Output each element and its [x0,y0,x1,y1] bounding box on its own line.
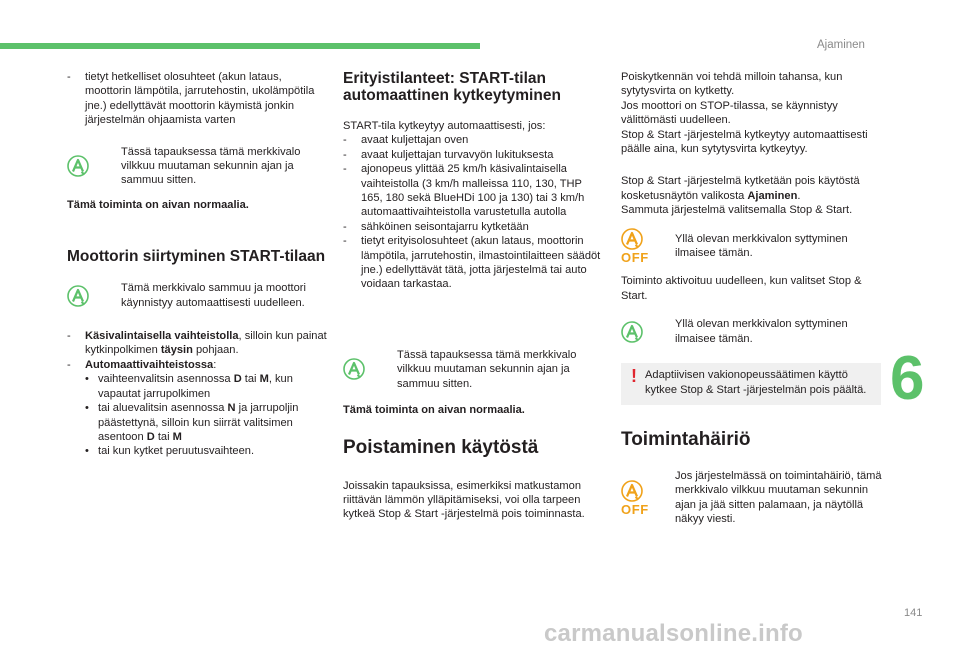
list-item: - avaat kuljettajan oven [343,134,469,147]
auto-stop-off-indicator-icon [621,228,653,264]
indicator-text: Jos järjestelmässä on toimintahäiriö, tämä merkkivalo vilkkuu muutaman sekunnin ajan ja jää sitten palamaan, ja näytöllä näkyy viesti. [675,469,882,526]
warning-box [621,363,881,405]
warning-icon: ! [631,366,637,387]
auto-stop-off-indicator-icon [621,480,653,516]
paragraph: Jos moottori on STOP-tilassa, se käynnistyy välittömästi uudelleen. [621,99,838,127]
watermark: carmanualsonline.info [544,620,803,647]
heading-start-mode: Moottorin siirtyminen START-tilaan [67,248,326,266]
list-item: - tietyt erityisolosuhteet (akun lataus, moottorin lämpötila, jarrutehostin, ilmastointilaitteen säädöt jne.) edellyttävät tätä, jotta järjestelmä tai auto voidaan tarkastaa. [343,235,601,291]
auto-stop-indicator-icon [67,155,99,177]
page-number: 141 [904,607,923,619]
paragraph: Poiskytkennän voi tehdä milloin tahansa, kun sytytysvirta on kytketty. [621,71,843,98]
auto-stop-indicator-icon [67,285,99,307]
normal-note: Tämä toiminta on aivan normaalia. [343,404,525,417]
auto-stop-indicator-icon [343,358,375,380]
column-right [621,70,883,527]
indicator-note [67,145,329,188]
indicator-text: Tässä tapauksessa tämä merkkivalo vilkkuu muutaman sekunnin ajan ja sammuu sitten. [397,348,577,390]
intro-text: START-tila kytkeytyy automaattisesti, jos: [343,120,546,132]
normal-note: Tämä toiminta on aivan normaalia. [67,198,249,211]
paragraph: Stop & Start -järjestelmä kytketään pois käytöstä kosketusnäytön valikosta Ajaminen. [621,175,860,202]
paragraph: Sammuta järjestelmä valitsemalla Stop & Start. [621,204,853,217]
list-item: - ajonopeus ylittää 25 km/h käsivalintaisella vaihteistolla (3 km/h malleissa 110, 130, THP 165, 180 sekä BlueHDi 100 ja 130) tai 3 km/h automaattivaihteistolla varustetulla autolla [343,163,585,219]
header-accent-bar [0,43,480,49]
indicator-text: Yllä olevan merkkivalon syttyminen ilmaisee tämän. [675,232,848,260]
list-item: - sähköinen seisontajarru kytketään [343,220,529,233]
chapter-number: 6 [890,344,925,413]
column-left [67,70,329,459]
sub-list-item: • vaihteenvalitsin asennossa D tai M, kun vapautat jarrupolkimen [85,373,293,400]
paragraph: Stop & Start -järjestelmä kytkeytyy automaattisesti päälle aina, kun sytytysvirta kytkeytyy. [621,128,868,156]
list-item: - avaat kuljettajan turvavyön lukituksesta [343,148,554,161]
list-item: - Käsivalintaisella vaihteistolla, silloin kun painat kytkinpolkimen täysin pohjaan. [67,330,327,357]
heading-disable: Poistaminen käytöstä [343,436,539,458]
indicator-note [621,317,883,346]
heading-special-cases: Erityistilanteet: START-tilan automaattinen kytkeytyminen [343,70,561,104]
section-title: Ajaminen [817,39,865,51]
disable-text: Joissakin tapauksissa, esimerkiksi matkustamon riittävän lämmön ylläpitämiseksi, voi olla tarpeen kytkeä Stop & Start -järjestelmä pois toiminnasta. [343,479,585,521]
warning-text: Adaptiivisen vakionopeussäätimen käyttö kytkee Stop & Start -järjestelmän pois päältä. [645,369,867,396]
paragraph: Toiminto aktivoituu uudelleen, kun valitset Stop & Start. [621,275,862,302]
sub-list-item: • tai aluevalitsin asennossa N ja jarrupoljin päästettynä, silloin kun siirrät valitsimen asentoon D tai M [85,402,299,443]
auto-stop-indicator-icon [621,321,653,343]
list-item: - tietyt hetkelliset olosuhteet (akun lataus, moottorin lämpötila, jarrutehostin, ukolämpötila jne.) edellyttävät moottorin käymistä jonkin järjestelmän ohjaamista varten [67,71,315,127]
off-label: OFF [621,250,649,266]
indicator-text: Yllä olevan merkkivalon syttyminen ilmaisee tämän. [675,318,848,345]
indicator-note [343,348,601,391]
heading-fault: Toimintahäiriö [621,428,751,450]
indicator-note [621,469,883,527]
list-item: - Automaattivaihteistossa: [67,358,217,371]
off-label: OFF [621,501,649,517]
indicator-text: Tässä tapauksessa tämä merkkivalo vilkkuu muutaman sekunnin ajan ja sammuu sitten. [121,145,301,187]
indicator-note [621,232,883,266]
sub-list-item: • tai kun kytket peruutusvaihteen. [85,445,255,458]
indicator-note [67,281,329,310]
indicator-text: Tämä merkkivalo sammuu ja moottori käynnistyy automaattisesti uudelleen. [121,282,306,309]
column-middle [343,70,601,522]
